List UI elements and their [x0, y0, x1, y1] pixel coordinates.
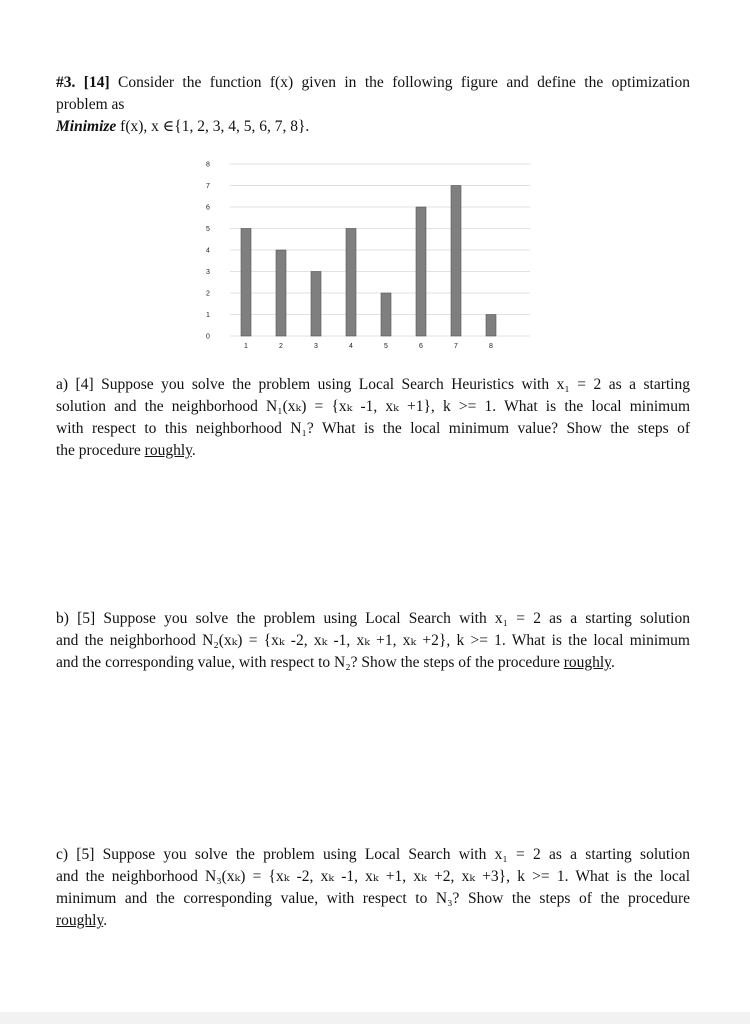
bar-6: [416, 207, 426, 336]
intro-line-2: problem as: [56, 96, 125, 113]
part-b-label: b) [5]: [56, 610, 96, 627]
chart-y-ticks: [206, 162, 210, 341]
part-a-text-1: Suppose you solve the problem using Local Search Heuristics with x₁ = 2 as a starting: [101, 376, 690, 393]
chart-gridlines: [230, 164, 530, 336]
y-tick-label: 0: [206, 333, 210, 341]
part-a-period: .: [191, 442, 196, 459]
part-b-roughly: roughly: [563, 654, 611, 671]
chart-bars: [241, 186, 496, 337]
objective-line: [56, 116, 690, 138]
x-tick-label: 5: [384, 343, 388, 350]
part-a-line-4: [56, 440, 690, 462]
part-b-line-2: and the neighborhood N₂(xₖ) = {xₖ -2, xₖ -1, xₖ +1, xₖ +2}, k >= 1. What is the local minimum: [56, 632, 690, 649]
problem-header: #3. [14]: [56, 74, 110, 91]
y-tick-label: 1: [206, 312, 210, 319]
part-b-line-3: [56, 652, 690, 674]
y-tick-label: 6: [206, 204, 210, 212]
part-a-roughly: roughly: [144, 442, 192, 459]
part-a-text-4: the procedure: [56, 442, 141, 459]
part-c-text-1: Suppose you solve the problem using Local Search with x₁ = 2 as a starting solution: [102, 846, 691, 863]
part-c: [56, 844, 690, 932]
part-c-line-2: and the neighborhood N₃(xₖ) = {xₖ -2, xₖ -1, xₖ +1, xₖ +2, xₖ +3}, k >= 1. What is the local: [56, 868, 690, 885]
intro-text-1: Consider the function f(x) given in the following figure and define the optimization: [118, 74, 690, 91]
part-c-label: c) [5]: [56, 846, 95, 863]
part-a-line-3: with respect to this neighborhood N₁? What is the local minimum value? Show the steps of: [56, 420, 690, 437]
bar-1: [241, 229, 251, 337]
x-tick-label: 3: [314, 343, 318, 350]
bar-4: [346, 229, 356, 337]
part-c-line-3: minimum and the corresponding value, with respect to N₃? Show the steps of the procedure: [56, 890, 690, 907]
chart-x-ticks: [244, 343, 493, 350]
y-tick-label: 7: [206, 183, 210, 190]
part-b-period: .: [610, 654, 615, 671]
x-tick-label: 8: [489, 343, 493, 350]
x-tick-label: 6: [419, 343, 423, 350]
bar-5: [381, 293, 391, 336]
bar-3: [311, 272, 321, 337]
part-c-line-4: [56, 910, 690, 932]
part-a-line-1: [56, 374, 690, 396]
bar-2: [276, 250, 286, 336]
y-tick-label: 3: [206, 269, 210, 276]
x-tick-label: 2: [279, 343, 283, 350]
bar-7: [451, 186, 461, 337]
y-tick-label: 4: [206, 247, 210, 255]
part-b: [56, 608, 690, 674]
part-b-text-1: Suppose you solve the problem using Local Search with x₁ = 2 as a starting solution: [103, 610, 690, 627]
y-tick-label: 8: [206, 161, 210, 169]
part-c-roughly: roughly: [56, 912, 104, 929]
problem-statement: [56, 72, 690, 138]
x-tick-label: 7: [454, 343, 458, 350]
y-tick-label: 5: [206, 226, 210, 233]
part-a: [56, 374, 690, 462]
intro-line-1: [56, 72, 690, 94]
part-c-period: .: [103, 912, 108, 929]
x-tick-label: 4: [349, 343, 353, 350]
part-b-line-1: [56, 608, 690, 630]
part-a-line-2: solution and the neighborhood N₁(xₖ) = {xₖ -1, xₖ +1}, k >= 1. What is the local minimum: [56, 398, 690, 415]
bar-8: [486, 315, 496, 337]
page-bottom-edge: [0, 1012, 750, 1024]
y-tick-label: 2: [206, 290, 210, 298]
objective-word: Minimize: [56, 118, 117, 135]
part-b-text-3: and the corresponding value, with respect to N₂? Show the steps of the procedure: [56, 654, 560, 671]
part-c-line-1: [56, 844, 690, 866]
bar-chart: [200, 156, 536, 356]
x-tick-label: 1: [244, 343, 248, 350]
part-a-label: a) [4]: [56, 376, 94, 393]
objective-expression: f(x), x ∈{1, 2, 3, 4, 5, 6, 7, 8}.: [120, 118, 310, 135]
